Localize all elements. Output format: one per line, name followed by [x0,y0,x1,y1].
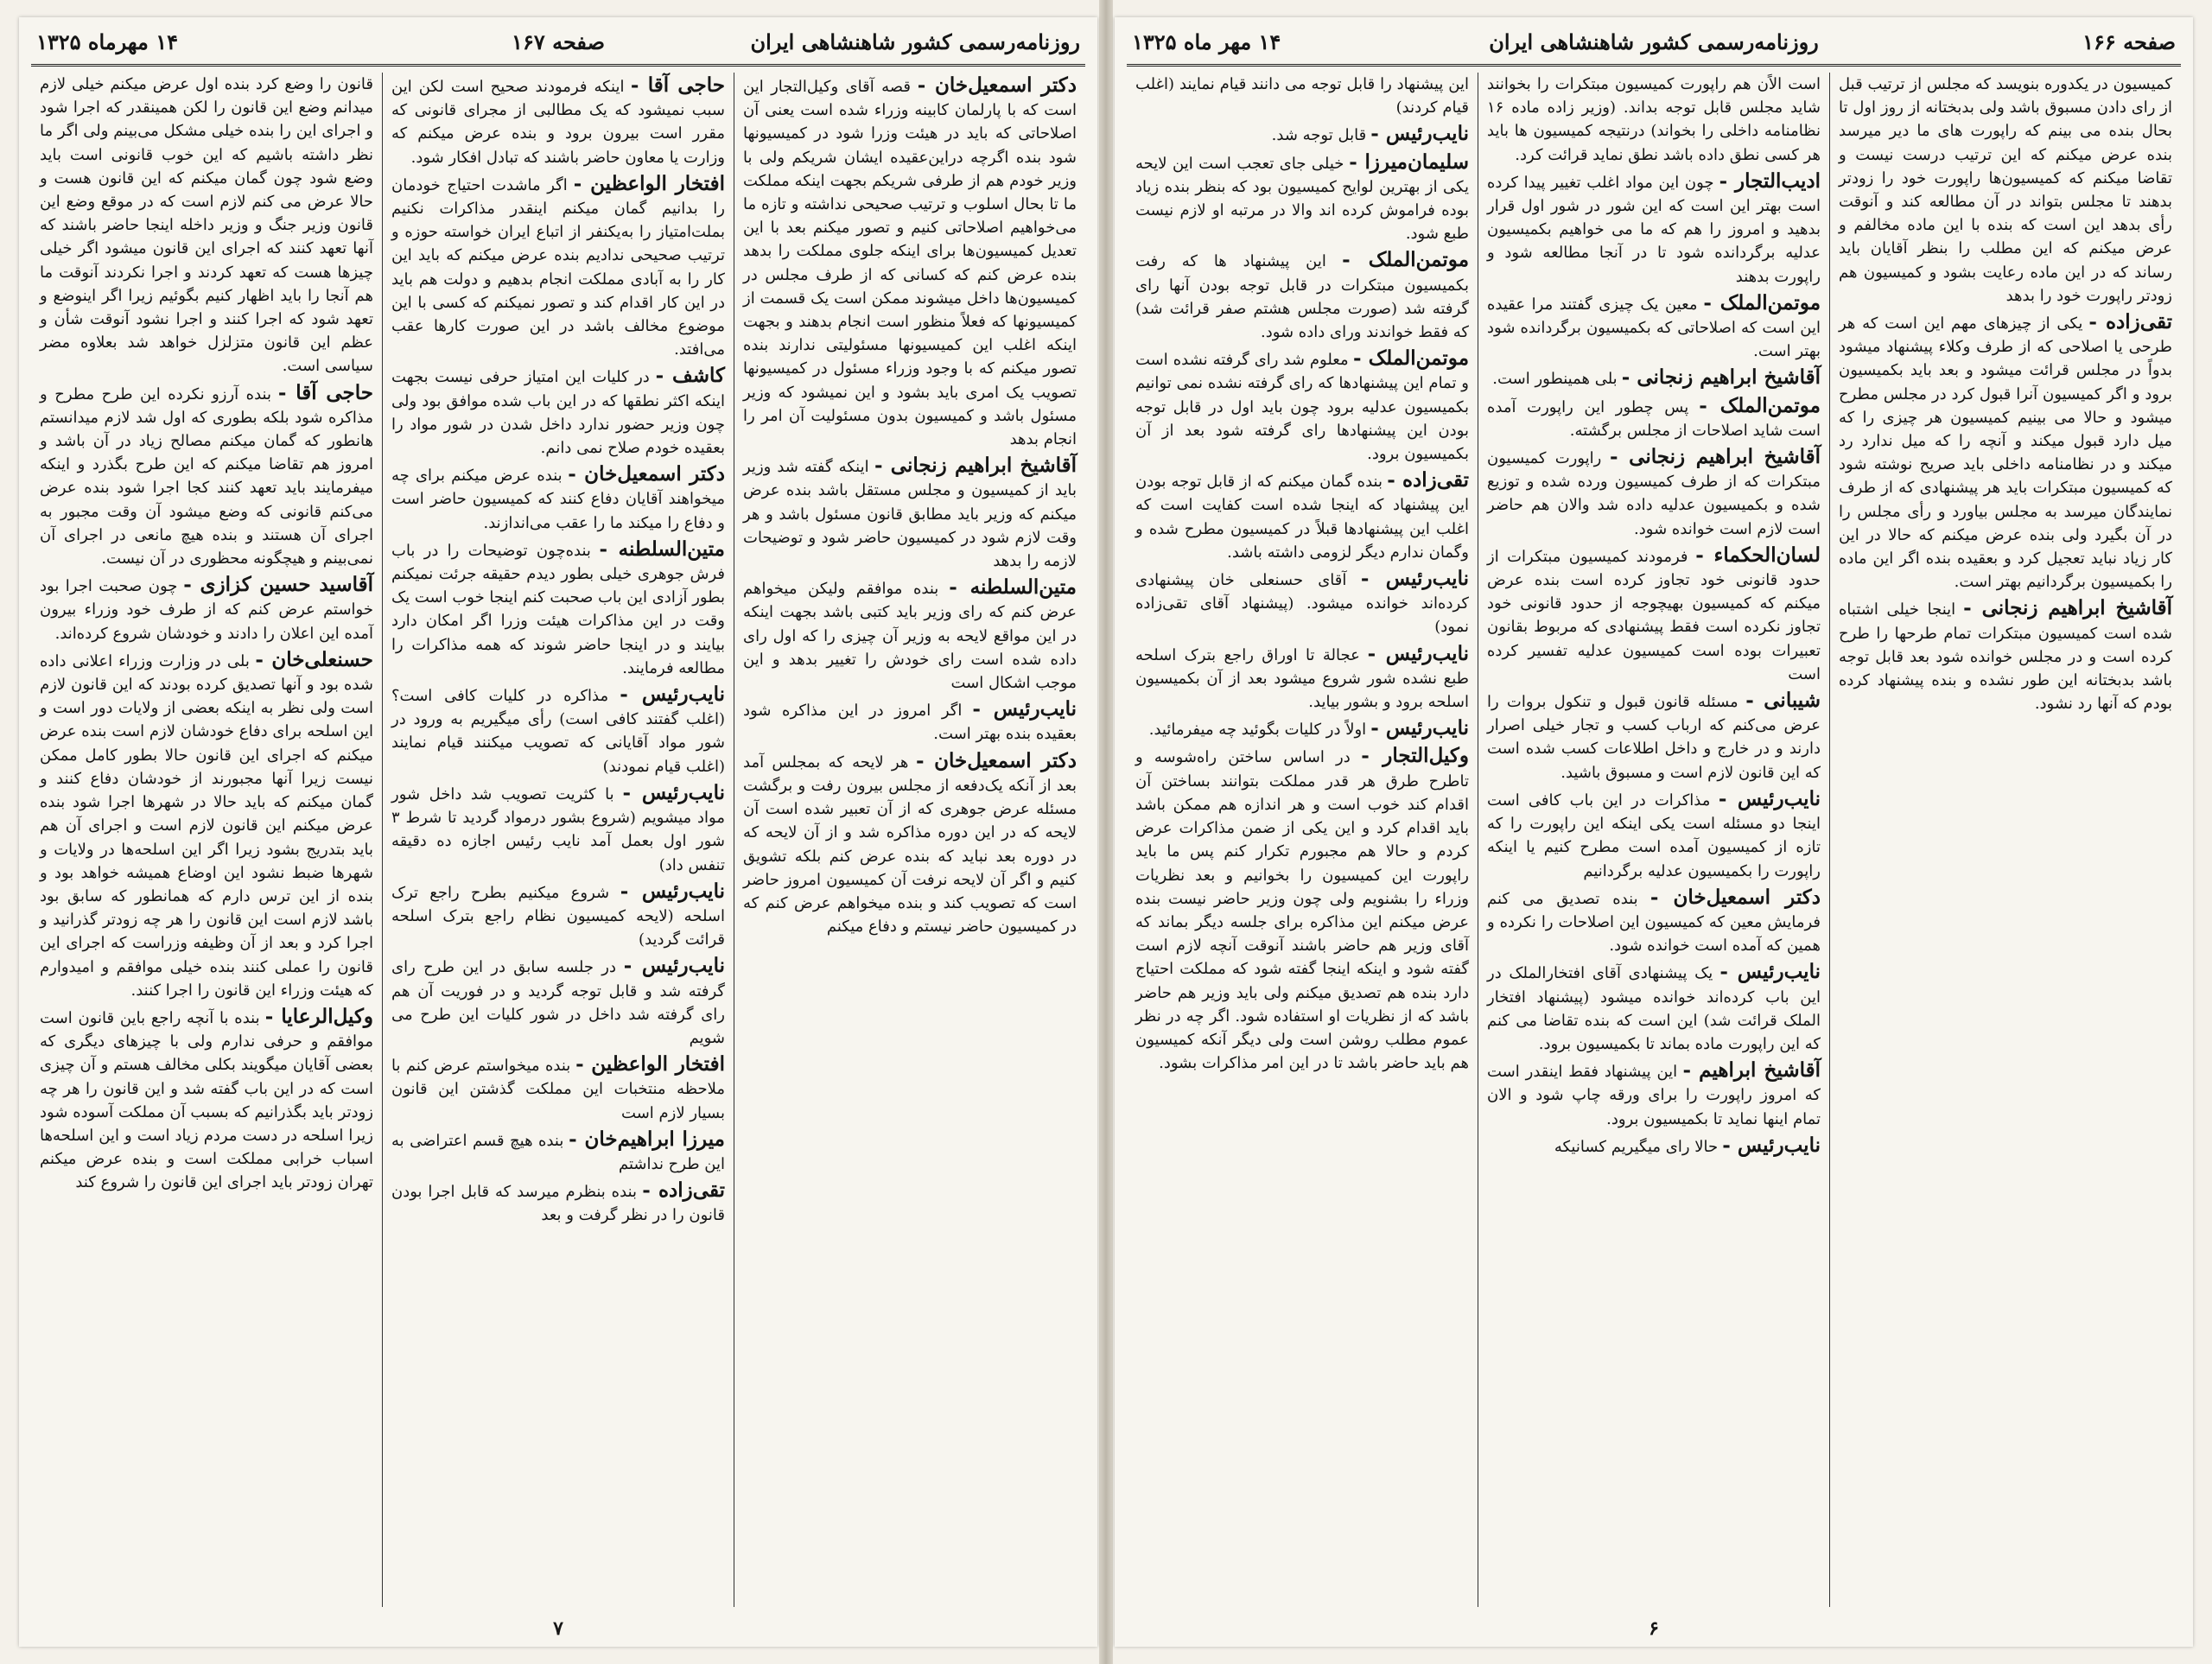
speaker-name: آقاشیخ ابراهیم زنجانی - [1610,445,1821,469]
text-column [1478,73,1829,1607]
newspaper-title: روزنامه‌رسمی کشور شاهنشاهی ایران [1489,29,1819,54]
speech-text: معلوم شد رای گرفته نشده است و تمام این پیشنهادها که رای گرفته نشده نمی توانیم بکمیسیون عدلیه برود چون باید اول در قابل توجه بودن این پیشنهادها رای گرفته شود بعد از آن بکمیسیون برود. [1135,351,1469,464]
speech-block [1487,290,1821,364]
speech-text: چون صحبت اجرا بود خواستم عرض کنم که از طرف خود وزراء بیرون آمده این اعلان را دادند و خودشان شروع کرده‌اند. [40,577,373,643]
speech-text: هر لایحه که بمجلس آمد بعد از آنکه یک‌دفعه از مجلس بیرون رفت و برگشت مسئله عرض جوهری که از آن تعبیر شده است آن لایحه که در این دوره مذاکره شد و از آن لایحه که در دوره بعد نباید که بنده عرض کنم بلکه تشویق کنیم و اگر آن لایحه نرفت آن کمیسیون امروز حاضر است که تصویب کند و بنده میخواهم عرض کنم که در کمیسیون حاضر نیستم و دفاع میکنم [743,753,1077,937]
issue-date: ۱۴ مهر ماه ۱۳۲۵ [1132,29,1281,54]
speaker-name: تقی‌زاده - [1387,468,1469,492]
speech-block [1135,566,1469,639]
speaker-name: لسان‌الحکماء - [1695,543,1821,567]
speaker-name: کاشف - [655,364,726,388]
speech-text: اولاً در کلیات بگوئید چه میفرمائید. [1148,721,1367,740]
binding-gutter [1099,0,1113,1664]
speaker-name: افتخار الواعظین - [573,171,725,195]
speech-block [391,1178,725,1227]
right-page [1115,17,2193,1647]
speaker-name: آقاسید حسین کزازی - [183,573,373,597]
speech-text: حالا رای میگیریم کسانیکه [1554,1137,1719,1156]
speech-text: بلی در وزارت وزراء اعلانی داده شده بود و آنها تصدیق کرده بودند که این قانون لازم است ولی نظر به اینکه بعضی از ولایات دور است و این اسلحه برای دفاع خودشان لازم است بنده عرض میکنم که اجرای این قانون حالا بطور کامل ممکن نیست زیرا آنها مجبورند از خودشان دفاع کنند و گمان میکنم که باید حالا در شهرها اجرا شود بنده عرض میکنم این قانون لازم است و اجرای آن هم باید بتدریج بشود زیرا اگر این اسلحه‌ها در ولایات و شهرها ضبط نشود این اوضاع همیشه خواهد بود و بنده از این ترس دارم که همانطور که سابق بود باشد لازم است این قانون را هر چه زودتر گذرانید و اجرا کرد و بعد از آن وظیفه وزراست که اجرای این قانون را عملی کنند بنده خیلی موافقم و امیدوارم که هیئت وزراء این قانون را اجرا کنند. [40,651,373,1000]
speaker-name: نایب‌رئیس - [1722,1133,1821,1157]
speech-block [743,73,1077,451]
speech-text: در کلیات این امتیاز حرفی نیست بجهت اینکه اکثر نطقها که در این باب شده موافق بود ولی چون وزیر حضور ندارد داخل شدن در شور مواد را بعقیده خودم صلاح نمی دانم. [391,368,725,458]
speech-block [391,461,725,535]
speech-text: مسئله قانون قبول و تنکول بروات را عرض می‌کنم که ارباب کسب و تجار خیلی اصرار دارند و در خارج و داخل اطلاعات کسب شده است که این قانون لازم است و مسبوق باشید. [1487,693,1821,782]
speaker-name: موتمن‌الملک - [1699,393,1821,417]
text-column [382,73,734,1607]
speech-text: در اساس ساختن راه‌شوسه و تاطرح طرق هر قدر مملکت بتوانند بساختن آن اقدام کند خوب است و هر اندازه هم ممکن باشد باید اقدام کرد و این یکی از ضمن مذاکرات عرض کردم و حالا هم مجبورم تکرار کنم پس ما باید راپورت این کمیسیون را بخوانیم و بعد نظریات وزراء را بشنویم ولی چون وزیر حاضر نیست بنده عرض میکنم این مذاکره برای جلسه دیگر بماند که آقای وزیر هم حاضر باشند آنوقت آنچه لازم است گفته شود و اینکه اینجا گفته شود که مملکت احتیاج دارد بنده هم تصدیق میکنم ولی باید وزیر هم حاضر باشد که از نظریات او استفاده شود. اگر چه در نظر عموم مطلب روشن است ولی دیگر آنکه کمیسیون هم باید حاضر باشد تا در این امر مذاکرات بشود. [1135,748,1469,1073]
speech-text: است الاًن هم راپورت کمیسیون مبتکرات را بخوانند شاید مجلس قابل توجه بداند. (وزیر زاده ماده ۱۶ نظامنامه داخلی را بخواند) درنتیجه کمیسیون ها باید هر کسی نطق داده باشد نطق نماید قرائت کرد. [1487,75,1821,164]
speech-text: این پیشنهاد را قابل توجه می دانند قیام نمایند (اغلب قیام کردند) [1135,75,1469,117]
speech-text: اینجا خیلی اشتباه شده است کمیسیون مبتکرات تمام طرحها را طرح کرده است و در مجلس خوانده شود بعد قابل توجه باشد بدبختانه این طور نشده و بنده پیشنهاد کرده بودم که آنها رد نشود. [1839,600,2172,714]
speech-block [40,647,373,1002]
speech-block [391,537,725,680]
speech-block [1135,247,1469,344]
speaker-name: آقاشیخ ابراهیم زنجانی - [1621,365,1821,390]
speech-text: معین یک چیزی گفتند مرا عقیده این است که اصلاحاتی که بکمیسیون برگردانده شود بهتر است. [1487,295,1821,361]
speech-text: اگر ماشدت احتیاج خودمان را بدانیم گمان میکنم اینقدر مذاکرات نکنیم بملت‌امتیاز را به‌یکنفر از اتباع ایران خواسته حوزه و ترتیب صحیحی ندادیم بنده عرض میکنم که باید این کار را به آبادی مملکت انجام بدهیم و دولت هم باید در این کار اقدام کند و تصور نمیکنم که کسی با این موضوع مخالف باشد در این صورت کارها عقب می‌افتد. [391,175,725,359]
speech-block [1487,365,1821,391]
speaker-name: دکتر اسمعیل‌خان - [917,73,1077,97]
speaker-name: حاجی آقا - [630,73,725,97]
speech-text: اگر امروز در این مذاکره شود بعقیده بنده بهتر است. [743,702,1077,744]
speaker-name: نایب‌رئیس - [1360,567,1469,591]
speech-text: بنده بنظرم میرسد که قابل اجرا بودن قانون را در نظر گرفت و بعد [391,1183,725,1225]
speech-block [743,696,1077,746]
text-column [1127,73,1478,1607]
speech-block [1135,121,1469,147]
speech-text: بنده گمان میکنم که از قابل توجه بودن این پیشنهاد که اینجا شده است کفایت است که اغلب این پیشنهادها قبلاً در کمیسیون مطرح شده و وگمان ندارم دیگر لزومی داشته باشد. [1135,473,1469,562]
speech-text: عجالة تا اوراق راجع بترک اسلحه طبع نشده شور شروع میشود بعد از آن بکمیسیون اسلحه برود و بشور بیاید. [1135,645,1469,712]
speech-block [1135,149,1469,246]
speech-text: قابل توجه شد. [1271,126,1367,145]
speech-block [1487,73,1821,167]
speech-text: مذاکرات در این باب کافی است اینجا دو مسئله است یکی اینکه این راپورت را که تازه از کمیسیون آمده است مطرح کنیم یا اینکه راپورت را بکمیسیون عدلیه برگردانیم [1487,791,1821,880]
speech-text: بنده عرض میکنم برای چه میخواهند آقایان دفاع کنند که کمیسیون حاضر است و دفاع را میکند ما را عقب می‌اندازند. [391,467,725,532]
speech-text: این پیشنهاد فقط اینقدر است که امروز راپورت را برای ورقه چاپ شود و الان تمام اینها نماید تا بکمیسیون برود. [1487,1063,1821,1128]
speech-block [40,380,373,571]
speech-text: یکی از چیزهای مهم این است که هر طرحی یا اصلاحی که از طرف وکلاء پیشنهاد میشود بدواً در مجلس قرائت میشود و بعد باید بکمیسیون برود و اگر کمیسیون آنرا قبول کرد در مجلس مطرح میشود و حالا می بینیم کمیسیون هر چیزی را که میل دارد قبول میکند و آنچه را که میل ندارد رد میکند و در نظامنامه داخلی باید صریح نوشته شود که کمیسیون مبتکرات باید هر پیشنهادی که از طرف نمایندگان میرسد به مجلس بیاورد و رأی مجلس را در آن بگیرد ولی بنده عرض میکنم که حالا در این کار زیاد نباید تعجیل کرد و بعقیده بنده اگر این ماده را بکمیسیون برگردانیم بهتر است. [1839,314,2172,592]
speech-block [1487,688,1821,784]
speaker-name: حاجی آقا - [277,380,373,404]
speech-block [1135,715,1469,741]
speaker-name: نایب‌رئیس - [1370,122,1469,146]
text-column [31,73,382,1607]
speech-block [1135,641,1469,715]
speaker-name: تقی‌زاده - [2088,310,2172,334]
speaker-name: موتمن‌الملک - [1703,290,1821,314]
speaker-name: وکیل‌التجار - [1361,744,1469,768]
speaker-name: نایب‌رئیس - [620,683,725,707]
speaker-name: آقاشیخ ابراهیم زنجانی - [874,454,1077,478]
page-label: صفحه ۱۶۶ [2082,29,2176,54]
speech-block [1487,543,1821,686]
speaker-name: موتمن‌الملک - [1352,346,1470,371]
speech-text: بنده آرزو نکرده این طرح مطرح و مذاکره شود بلکه بطوری که اول شد لازم میدانستم هانطور که گمان میکنم مصالح زیاد در آن باشد و امروز هم تقاضا میکنم که این طرح بگذرد و اینکه میفرمایند باید تعهد کنند کجا اجرا شود بنده عرض می‌کنم قانونی که وضع میشود آن وقت مجبور به اجرای آن هستند و بنده هیچ مانعی در اجرای آن نمی‌بینم و هیچگونه محظوری در آن نیست. [40,384,373,568]
speech-text: در جلسه سابق در این طرح رای گرفته شد و قابل توجه گردید و در فوریت آن هم رای گرفته شد داخل در شور کلیات این طرح می شویم [391,958,725,1047]
speaker-name: شیبانی - [1745,689,1821,713]
left-page-columns [31,73,1085,1607]
speaker-name: نایب‌رئیس - [1719,960,1821,984]
page-number: ۷ [553,1617,563,1640]
speech-block [1135,73,1469,119]
speech-block [1135,467,1469,564]
speech-text: اینکه گفته شد وزیر باید از کمیسیون و مجلس مستقل باشد بنده عرض میکنم که وزیر باید مطابق قانون مسئول باشد و هر وقت لازم شود در کمیسیون حاضر شود و توضیحات لازمه را بدهد [743,458,1077,571]
speech-text: بنده موافقم ولیکن میخواهم عرض کنم که رای وزیر باید کتبی باشد بجهت اینکه در این مواقع لایحه به وزیر آن چیزی را که اول رای داده شده است رای خودش را تغییر بدهد و این موجب اشکال است [743,580,1077,693]
speaker-name: سلیمان‌میرزا - [1349,149,1469,174]
speech-block [391,171,725,362]
speech-block [743,748,1077,939]
speaker-name: ادیب‌التجار - [1719,168,1821,193]
speech-text: بنده با آنچه راجع باین قانون است موافقم و حرفی ندارم ولی با چیزهای دیگری که بعضی آقایان میگویند بکلی مخالف هستم و آن چیزی است که در این باب گفته شد و این قانون را هر چه زودتر باید بگذرانیم که بسبب آن مملکت آسوده شود زیرا اسلحه در دست مردم زیاد است و این اسلحه‌ها اسباب خرابی مملکت است و بنده عرض میکنم تهران زودتر باید اجرای این قانون را شروع کند [40,1008,373,1192]
page-label: صفحه ۱۶۷ [512,29,605,54]
speech-text: مذاکره در کلیات کافی است؟ (اغلب گفتند کافی است) رأی میگیریم به ورود در شور مواد آقایانی که تصویب میکنند قیام نمایند (اغلب قیام نمودند) [391,687,726,776]
speech-text: بنده میخواستم عرض کنم با ملاحظه منتخبات این مملکت گذشتن این قانون بسیار لازم است [391,1057,725,1122]
speech-block [1839,309,2172,594]
speech-block [40,1004,373,1195]
left-page-header [31,26,1085,67]
speech-text: شروع میکنیم بطرح راجع ترک اسلحه (لایحه کمیسیون نظام راجع بترک اسلحه قرائت گردید) [391,883,725,949]
speaker-name: افتخار الواعظین - [575,1052,725,1077]
right-page-columns [1127,73,2181,1607]
speech-block [1487,959,1821,1056]
speaker-name: نایب‌رئیس - [1370,716,1469,740]
text-column [1829,73,2181,1607]
speech-block [1135,743,1469,1075]
speech-block [391,953,725,1050]
speaker-name: حسنعلی‌خان - [255,647,373,671]
speech-block [391,1051,725,1125]
speech-block [391,363,725,460]
speech-text: راپورت کمیسیون مبتکرات که از طرف کمیسیون ورده شده و توزیع شده و بکمیسیون عدلیه داده شد والان هم حاضر است لازم است خوانده شود. [1487,449,1821,538]
speech-block [1839,73,2172,308]
speech-text: اینکه فرمودند صحیح است لکن این سبب نمیشود که یک مطالبی از مجرای قانونی که مقرر است بیرون برود و بنده عرض میکنم که وزارت یا معاون حاضر باشند که تبادل افکار شود. [391,78,725,167]
speech-text: قصه آقای وکیل‌التجار این است که با پارلمان کابینه وزراء شده است یعنی آن اصلاحاتی که باید در هیئت وزرا شود در کمیسیونها شود بنده اگرچه دراین‌عقیده ایشان شریکم ولی با وزیر خودم هم از طرفی شریکم بجهت اینکه مملکت ما تا بحال اسلوب و ترتیب صحیحی نداشته و تازه ما می‌خواهیم اصلاحاتی کنیم و تصور میکنم بعد با این تعدیل کمیسیون‌ها برای اینکه جلوی مملکت را بدهد بنده عرض کنم که کسانی که از طرف مجلس در کمیسیون‌ها داخل میشوند ممکن است یک قسمت از کمیسیونها که فعلاً منظور است انجام بدهند و بجهت اینکه اغلب این کمیسیونها مسئولیتی ندارند بنده تصور میکنم که با وجود وزراء مسئول در کمیسیونها تصویب یک امری باید بشود و این نمیشود که وزیر مسئول باشد و کمیسیون بدون مسئولیت آن امر را انجام بدهد [743,78,1077,449]
speaker-name: موتمن‌الملک - [1342,248,1470,272]
speech-text: چون این مواد اغلب تغییر پیدا کرده است بهتر این است که این شور در شور اول قرار بدهید و امروز را هم که ما می خواهیم بکمیسیون عدلیه برگردانده شود تا در آنجا مطالعه شود و راپورت بدهند [1487,173,1821,286]
speech-block [743,453,1077,573]
speech-block [40,73,373,378]
speaker-name: نایب‌رئیس - [622,780,725,804]
speech-text: بلی همینطور است. [1492,370,1618,389]
speech-text: بنده تصدیق می کنم فرمایش معین که کمیسیون این اصلاحات را نکرده و همین که آمده است خوانده شود. [1487,889,1821,956]
speech-text: قانون را وضع کرد بنده اول عرض میکنم خیلی لازم میدانم وضع این قانون را لکن همینقدر که اجرا شود و اجرای این را بنده خیلی مشکل می‌بینم ولی اگر ما نظر داشته باشیم که این خوب قانونی است باید وضع شود چون گمان میکنم که این قانون هست و حالا عرض می کنم لازم است که در موقع وضع این قانون وزیر جنگ و وزیر داخله اینجا حاضر باشند که آنها تعهد کنند که اجرای این قانون میشود اگر خیلی چیزها هست که تعهد کردند و اجرا نکردند آنوقت ما هم آنجا را باید اظهار کنیم بگوئیم زیرا اگر اینوضع و تعهد شود که اجرا کنند و اجرا نشود آنوقت شأن و عظم این قانون متزلزل خواهد شد بعلاوه مضر سیاسی است. [40,75,373,376]
speaker-name: نایب‌رئیس - [620,879,725,903]
speech-text: با کثریت تصویب شد داخل شور مواد میشویم (شروع بشور درمواد گردید تا شرط ۳ شور اول بعمل آمد نایب رئیس اجازه ده دقیقه تنفس داد) [391,784,725,874]
speech-block [391,73,725,169]
speech-block [1487,444,1821,541]
speech-text: یک پیشنهادی آقای افتخارالملک در این باب کرده‌اند خوانده میشود (پیشنهاد افتخار الملک قرائت شد) این است که بنده تقاضا می کنم که این راپورت ماده بماند تا بکمیسیون برود. [1487,964,1821,1053]
speaker-name: آقاشیخ ابراهیم زنجانی - [1963,596,2173,620]
speech-text: بنده‌چون توضیحات را در باب فرش جوهری خیلی بطور دیدم حقیقه جرئت نمیکنم بطور آزادی این باب صحبت کنم اینجا خوب است یک وقت در این مذاکرات هیئت وزرا اگر امکان دارد بیایند و در اینجا حاضر شوند که همه مذاکرات را مطالعه فرمایند. [391,541,725,677]
speech-block [1487,1057,1821,1131]
speech-block [1135,346,1469,466]
speech-block [391,682,725,778]
speaker-name: دکتر اسمعیل‌خان - [1649,885,1821,909]
speech-block [1487,1133,1821,1159]
speech-block [1487,885,1821,958]
speech-block [40,572,373,645]
speaker-name: متین‌السلطنه - [949,575,1077,600]
speech-text: آقای حسنعلی خان پیشنهادی کرده‌اند خوانده میشود. (پیشنهاد آقای تقی‌زاده نمود) [1135,571,1469,637]
speech-block [1487,168,1821,289]
text-column [734,73,1085,1607]
speaker-name: تقی‌زاده - [642,1178,725,1203]
speech-text: این پیشنهاد ها که رفت بکمیسیون مبتکرات در قابل توجه بودن آنها رای گرفته شد (صورت مجلس هشتم صفر قرائت شد) که فقط خواندند ورای داده شود. [1135,252,1469,342]
speaker-name: دکتر اسمعیل‌خان - [568,462,725,486]
speech-block [1839,595,2172,715]
right-page-header [1127,26,2181,67]
newspaper-title: روزنامه‌رسمی کشور شاهنشاهی ایران [750,29,1080,54]
speaker-name: نایب‌رئیس - [1718,786,1821,810]
speech-block [391,1127,725,1176]
speech-block [391,879,725,952]
speech-block [391,780,725,877]
speech-text: خیلی جای تعجب است این لایحه یکی از بهترین لوایح کمیسیون بود که بنظر بنده زیاد بوده فراموش کرده اند والا در مرتبه او لازم نیست طبع شود. [1135,154,1469,244]
speech-block [1487,393,1821,442]
speaker-name: متین‌السلطنه - [599,537,725,561]
speech-text: پس چطور این راپورت آمده است شاید اصلاحات از مجلس برگشته. [1487,397,1821,440]
speaker-name: میرزا ابراهیم‌خان - [569,1127,725,1151]
speech-block [1487,786,1821,883]
speech-text: بنده هیچ قسم اعتراضی به این طرح نداشتم [391,1131,725,1173]
speaker-name: وکیل‌الرعایا - [264,1004,374,1028]
issue-date: ۱۴ مهرماه ۱۳۲۵ [36,29,178,54]
speech-text: فرمودند کمیسیون مبتکرات از حدود قانونی خود تجاوز کرده است بنده عرض میکنم که کمیسیون بهیچوجه از حدود قانونی خود تجاوز نکرده است فقط پیشنهادی که مربوط بقانون تعبیرات بوده است کمیسیون عدلیه تفسیر کرده است [1487,547,1821,683]
speaker-name: نایب‌رئیس - [623,954,725,978]
page-number: ۶ [1649,1617,1659,1640]
speaker-name: آقاشیخ ابراهیم - [1682,1058,1821,1083]
speaker-name: نایب‌رئیس - [1367,641,1469,665]
speaker-name: نایب‌رئیس - [972,697,1077,721]
speech-text: کمیسیون در یکدوره بنویسد که مجلس از ترتیب قبل از رای دادن مسبوق باشد ولی بدبختانه از روز اول تا بحال بنده می بینم که راپورت های ما دیر میرسد بنده عرض میکنم که این ترتیب درست نیست و تقاضا میکنم که کمیسیون‌ها راپورت خود را زودتر بدهند تا مجلس بتواند در آن مطالعه کند و آنوقت رأی بدهد این است که بنده با این ماده مخالفم و عرض میکنم که این مطلب را بنظر آقایان باید رساند که در این ماده رعایت بشود و کمیسیون هم زودتر راپورت خود را بدهد [1839,75,2172,305]
speech-block [743,575,1077,695]
left-page [19,17,1097,1647]
speaker-name: دکتر اسمعیل‌خان - [915,748,1077,772]
